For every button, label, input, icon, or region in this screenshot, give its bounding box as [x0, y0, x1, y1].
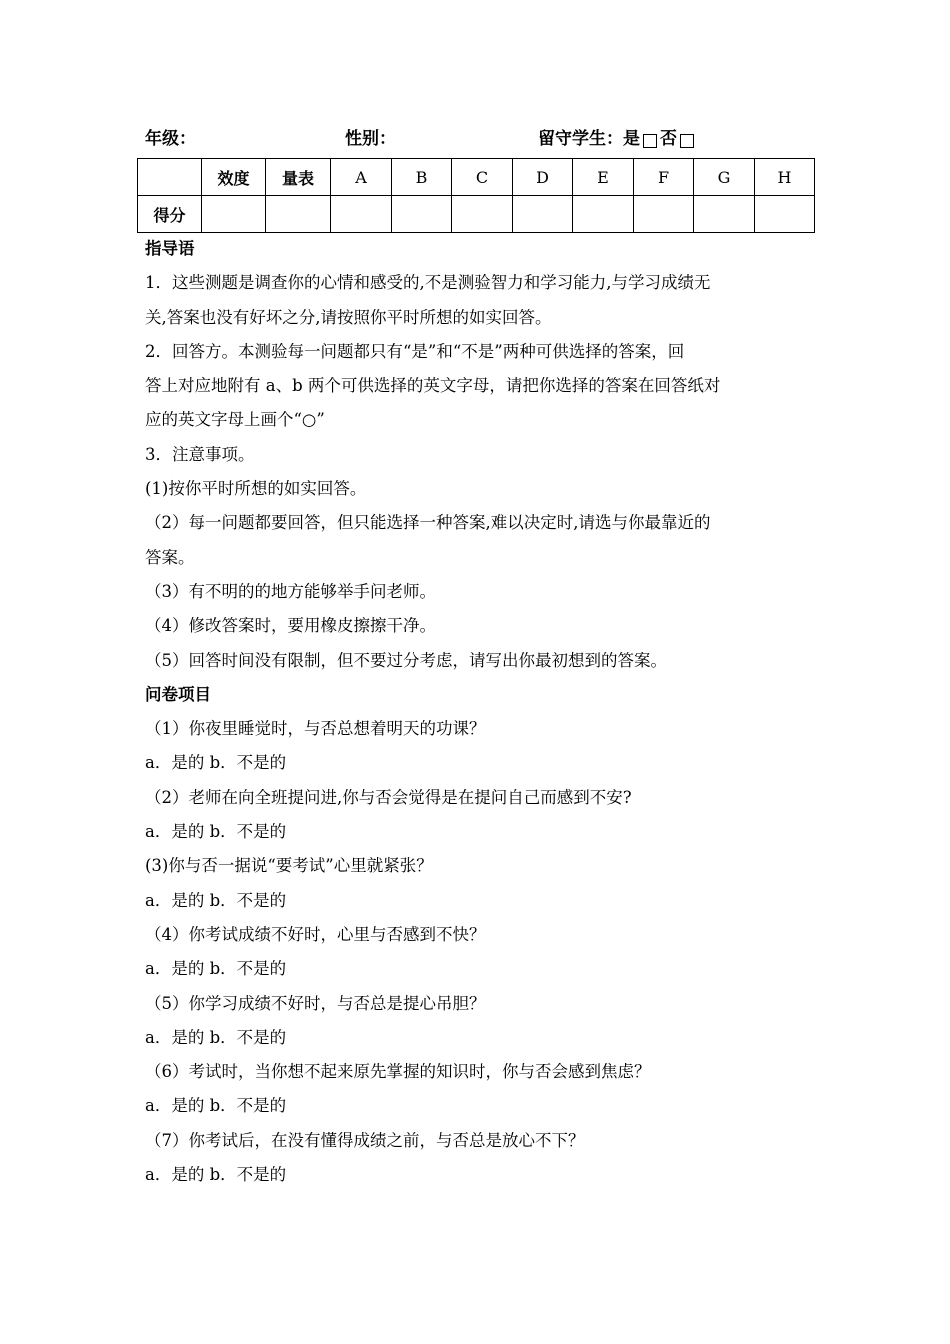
instruction-line: 关,答案也没有好坏之分,请按照你平时所想的如实回答。 — [145, 307, 552, 327]
answer-options[interactable]: a．是的 b．不是的 — [145, 822, 287, 842]
answer-options[interactable]: a．是的 b．不是的 — [145, 1165, 287, 1185]
yes-checkbox[interactable] — [643, 134, 657, 148]
instruction-line: (1)按你平时所想的如实回答。 — [145, 479, 367, 499]
table-header-cell: E — [573, 159, 634, 196]
score-table-header-row — [138, 159, 815, 196]
instruction-line: （4）修改答案时，要用橡皮擦擦干净。 — [145, 616, 436, 636]
question-text: (3)你与否一据说“要考试”心里就紧张？ — [145, 856, 433, 876]
score-cell[interactable] — [452, 196, 513, 233]
instruction-line: 3．注意事项。 — [145, 444, 255, 464]
score-cell[interactable] — [573, 196, 634, 233]
left-behind-field — [538, 124, 697, 149]
question-text: （5）你学习成绩不好时，与否总是提心吊胆？ — [145, 993, 486, 1013]
score-cell[interactable] — [392, 196, 452, 233]
gender-label: 性别： — [345, 129, 396, 149]
score-cell[interactable] — [202, 196, 266, 233]
table-header-cell — [138, 159, 202, 196]
score-cell[interactable] — [694, 196, 755, 233]
answer-options[interactable]: a．是的 b．不是的 — [145, 1096, 287, 1116]
no-label: 否 — [660, 129, 677, 149]
question-text: （7）你考试后，在没有懂得成绩之前，与否总是放心不下？ — [145, 1130, 585, 1150]
questionnaire-heading: 问卷项目 — [145, 684, 211, 704]
score-cell[interactable] — [513, 196, 573, 233]
document-body — [145, 232, 813, 1192]
table-header-cell: G — [694, 159, 755, 196]
instruction-line: （3）有不明的的地方能够举手问老师。 — [145, 581, 436, 601]
question-text: （1）你夜里睡觉时，与否总想着明天的功课？ — [145, 719, 486, 739]
score-cell[interactable] — [266, 196, 331, 233]
score-table-score-row — [138, 196, 815, 233]
instruction-line: 1．这些测题是调查你的心情和感受的,不是测验智力和学习能力,与学习成绩无 — [145, 273, 711, 293]
question-text: （4）你考试成绩不好时，心里与否感到不快？ — [145, 924, 486, 944]
table-header-cell: 效度 — [202, 159, 266, 196]
table-header-cell: A — [331, 159, 392, 196]
no-checkbox[interactable] — [680, 134, 694, 148]
answer-options[interactable]: a．是的 b．不是的 — [145, 1027, 287, 1047]
instruction-line: 答上对应地附有 a、b 两个可供选择的英文字母，请把你选择的答案在回答纸对 — [145, 376, 721, 396]
student-info-header — [145, 124, 825, 154]
answer-options[interactable]: a．是的 b．不是的 — [145, 959, 287, 979]
instruction-line: 2．回答方。本测验每一问题都只有“是”和“不是”两种可供选择的答案，回 — [145, 341, 685, 361]
table-header-cell: B — [392, 159, 452, 196]
table-header-cell: F — [634, 159, 694, 196]
score-cell[interactable] — [331, 196, 392, 233]
question-text: （6）考试时，当你想不起来原先掌握的知识时，你与否会感到焦虑？ — [145, 1062, 651, 1082]
table-header-cell: H — [755, 159, 815, 196]
table-header-cell: D — [513, 159, 573, 196]
table-header-cell: C — [452, 159, 513, 196]
score-row-label: 得分 — [138, 196, 202, 233]
question-text: （2）老师在向全班提问进,你与否会觉得是在提问自己而感到不安? — [145, 787, 632, 807]
grade-label: 年级： — [145, 129, 196, 149]
instruction-line: 应的英文字母上画个“○” — [145, 410, 325, 430]
answer-options[interactable]: a．是的 b．不是的 — [145, 890, 287, 910]
score-cell[interactable] — [634, 196, 694, 233]
instruction-line: （5）回答时间没有限制，但不要过分考虑，请写出你最初想到的答案。 — [145, 650, 667, 670]
instruction-line: （2）每一问题都要回答，但只能选择一种答案,难以决定时,请选与你最靠近的 — [145, 513, 711, 533]
score-table — [137, 158, 815, 233]
instructions-heading: 指导语 — [145, 239, 195, 258]
answer-options[interactable]: a．是的 b．不是的 — [145, 753, 287, 773]
score-cell[interactable] — [755, 196, 815, 233]
table-header-cell: 量表 — [266, 159, 331, 196]
instruction-line: 答案。 — [145, 547, 195, 567]
left-behind-label: 留守学生：是 — [538, 129, 640, 149]
